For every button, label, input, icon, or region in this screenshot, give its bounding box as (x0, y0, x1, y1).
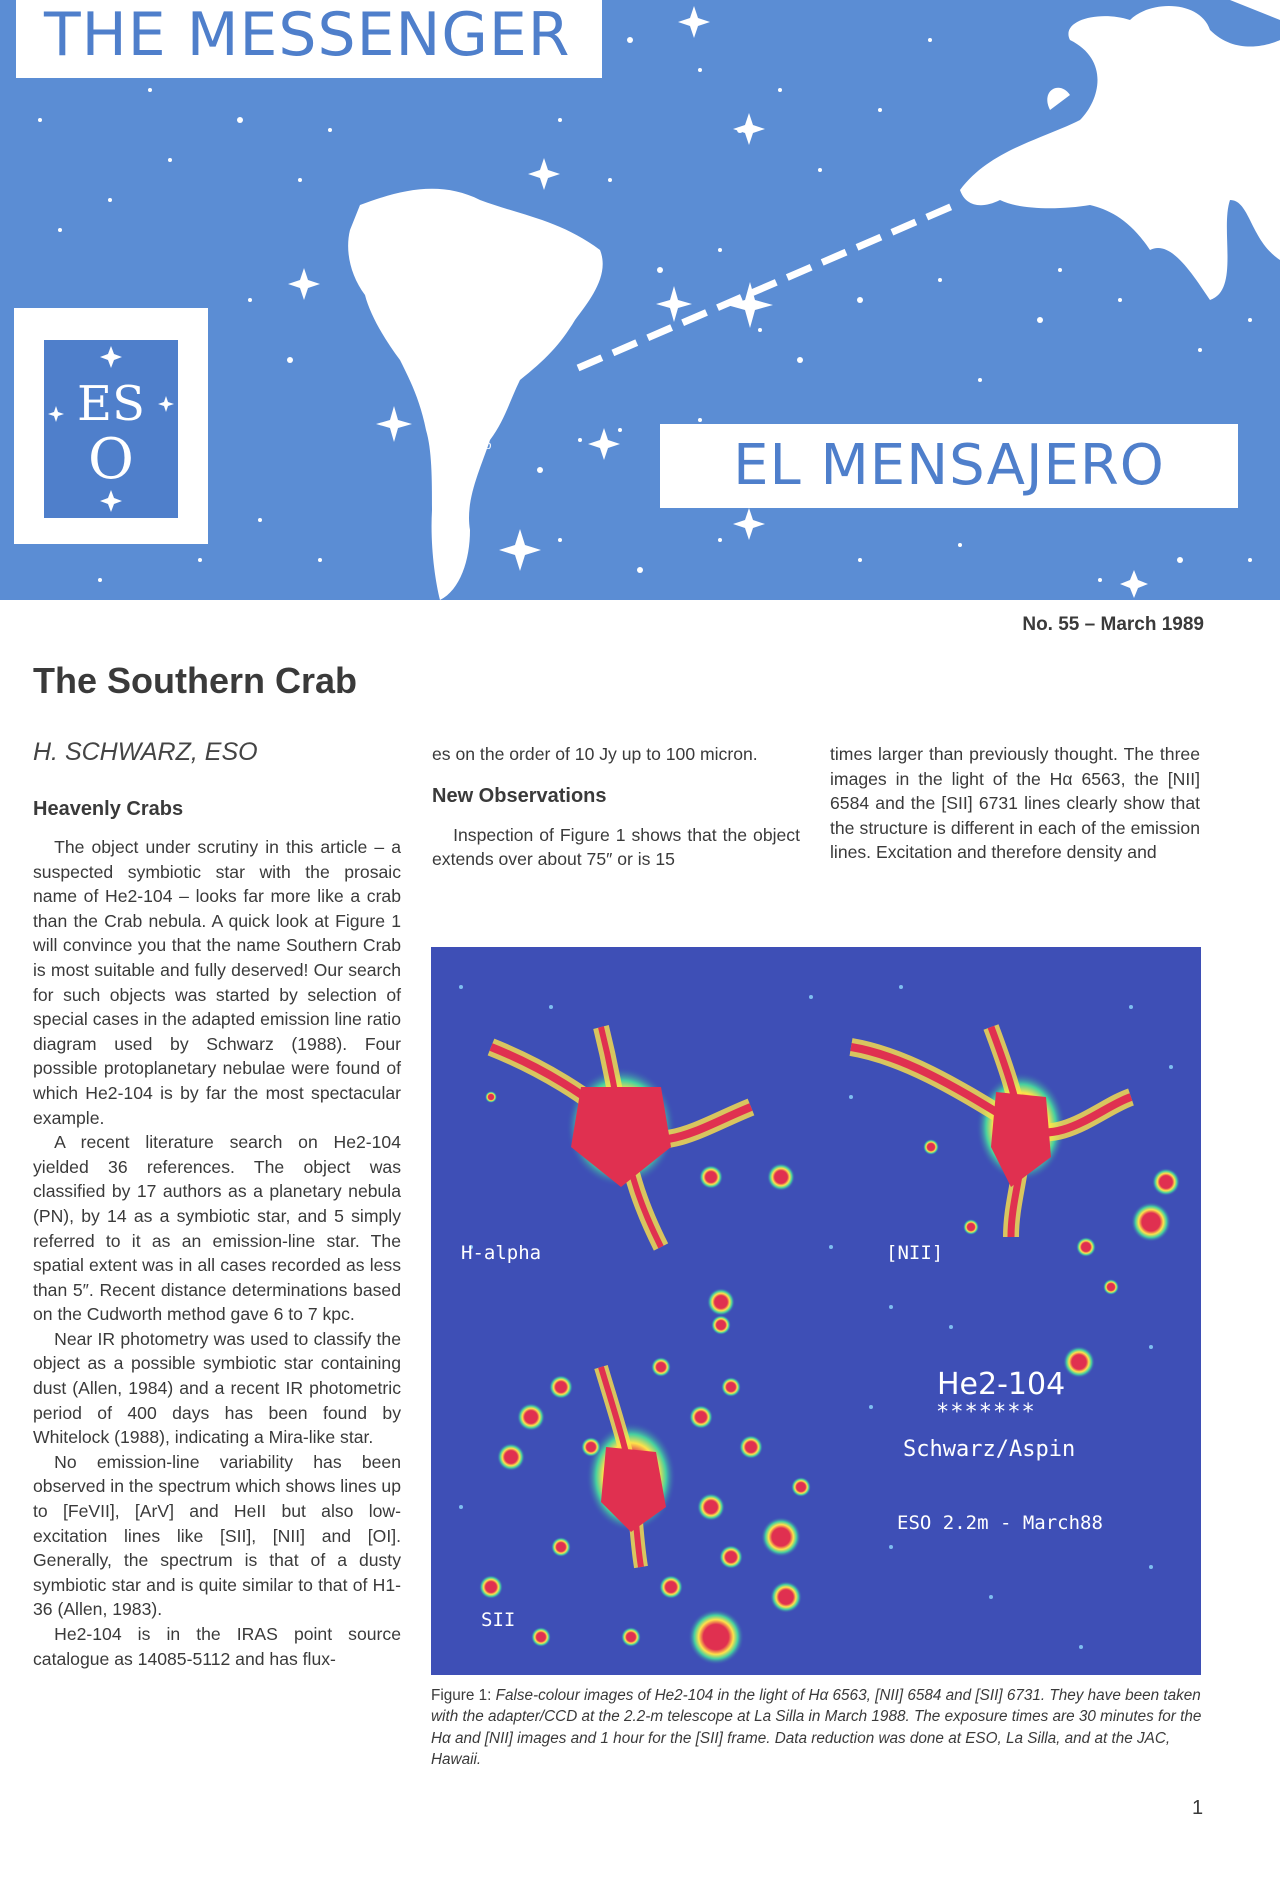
paragraph: times larger than previously thought. The three images in the light of the Hα 6563, the [NII] 6584 and the [SII] 6731 lines clearly show that the structure is different in each of the emission lines. Excitation and therefore density and (830, 744, 1200, 863)
masthead-banner (0, 0, 1280, 600)
figure-object-name: He2-104 (937, 1367, 1066, 1402)
text-column-2 (432, 742, 800, 872)
caption-lead: Figure 1: (431, 1687, 492, 1704)
figure-credit: Schwarz/Aspin (903, 1437, 1076, 1462)
caption-body: False-colour images of He2-104 in the light of Hα 6563, [NII] 6584 and [SII] 6731. They have been taken with the adapter/CCD at the 2.2-m telescope at La Silla in March 1988. The exposure times are 30 minutes for the Hα and [NII] images and 1 hour for the [SII] frame. Data reduction was done at ESO, La Silla, and at the JAC, Hawaii. (431, 1687, 1202, 1769)
city-label-la-silla: La Silla (430, 400, 481, 414)
figure-caption (431, 1685, 1207, 1771)
nebula-false-colour-image (431, 947, 1201, 1675)
paragraph: A recent literature search on He2-104 yielded 36 references. The object was classified by 17 authors as a planetary nebula (PN), by 14 as a symbiotic star, and 5 simply referred to it as an emission-line star. The spatial extent was in all cases recorded as less than 5″. Recent distance determinations based on the Cudworth method gave 6 to 7 kpc. (33, 1132, 401, 1325)
paragraph: es on the order of 10 Jy up to 100 micron. (432, 744, 758, 764)
issue-number: No. 55 – March 1989 (1022, 614, 1204, 635)
paragraph: He2-104 is in the IRAS point source catalogue as 14085-5112 and has flux- (33, 1624, 401, 1669)
paragraph: The object under scrutiny in this article – a suspected symbiotic star with the prosaic name of He2-104 – looks far more like a crab than the Crab nebula. A quick look at Figure 1 will convince you that the name Southern Crab is most suitable and fully deserved! Our search for such objects was started by selection of special cases in the adapted emission line ratio diagram used by Schwarz (1988). Four possible protoplanetary nebulae were found of which He2-104 is by far the most spectacular example. (33, 837, 401, 1128)
section-heading-new-observations: New Observations (432, 784, 607, 807)
svg-text:O: O (88, 427, 134, 492)
masthead-title-spanish: EL MENSAJERO (660, 424, 1238, 508)
city-label-santiago: Santiago (432, 438, 491, 452)
figure-label-h-alpha: H-alpha (461, 1242, 542, 1264)
paragraph: Near IR photometry was used to classify the object as a possible symbiotic star containing dust (Allen, 1984) and a recent IR photometric period of 400 days has been found by Whitelock (1988), indicating a Mira-like star. (33, 1328, 401, 1448)
figure-stars-row: ******* (936, 1400, 1036, 1425)
figure-telescope-date: ESO 2.2m - March88 (897, 1512, 1103, 1534)
article-author: H. SCHWARZ, ESO (33, 738, 258, 766)
city-label-munich: Munich (1138, 104, 1189, 118)
text-column-1 (33, 796, 401, 1671)
figure-label-nii: [NII] (886, 1242, 944, 1264)
figure-false-colour-images (431, 947, 1201, 1675)
page-number: 1 (1192, 1797, 1204, 1819)
section-heading-heavenly-crabs: Heavenly Crabs (33, 798, 184, 820)
eso-emblem-icon (44, 340, 178, 518)
paragraph: Inspection of Figure 1 shows that the object extends over about 75″ or is 15 (432, 824, 800, 870)
svg-text:ES: ES (77, 376, 145, 432)
eso-logo (14, 308, 208, 544)
figure-label-sii: SII (481, 1609, 516, 1631)
article-title: The Southern Crab (33, 660, 358, 701)
paragraph: No emission-line variability has been observed in the spectrum which shows lines up to [FeVII], [ArV] and HeII but also low-excitation lines like [SII], [NII] and [OI]. Generally, the spectrum is that of a dusty symbiotic star and is quite similar to that of H1-36 (Allen, 1983). (33, 1451, 401, 1620)
text-column-3 (830, 742, 1200, 865)
city-label-la-serena: La Serena (430, 414, 497, 428)
masthead-title: THE MESSENGER (16, 0, 602, 78)
